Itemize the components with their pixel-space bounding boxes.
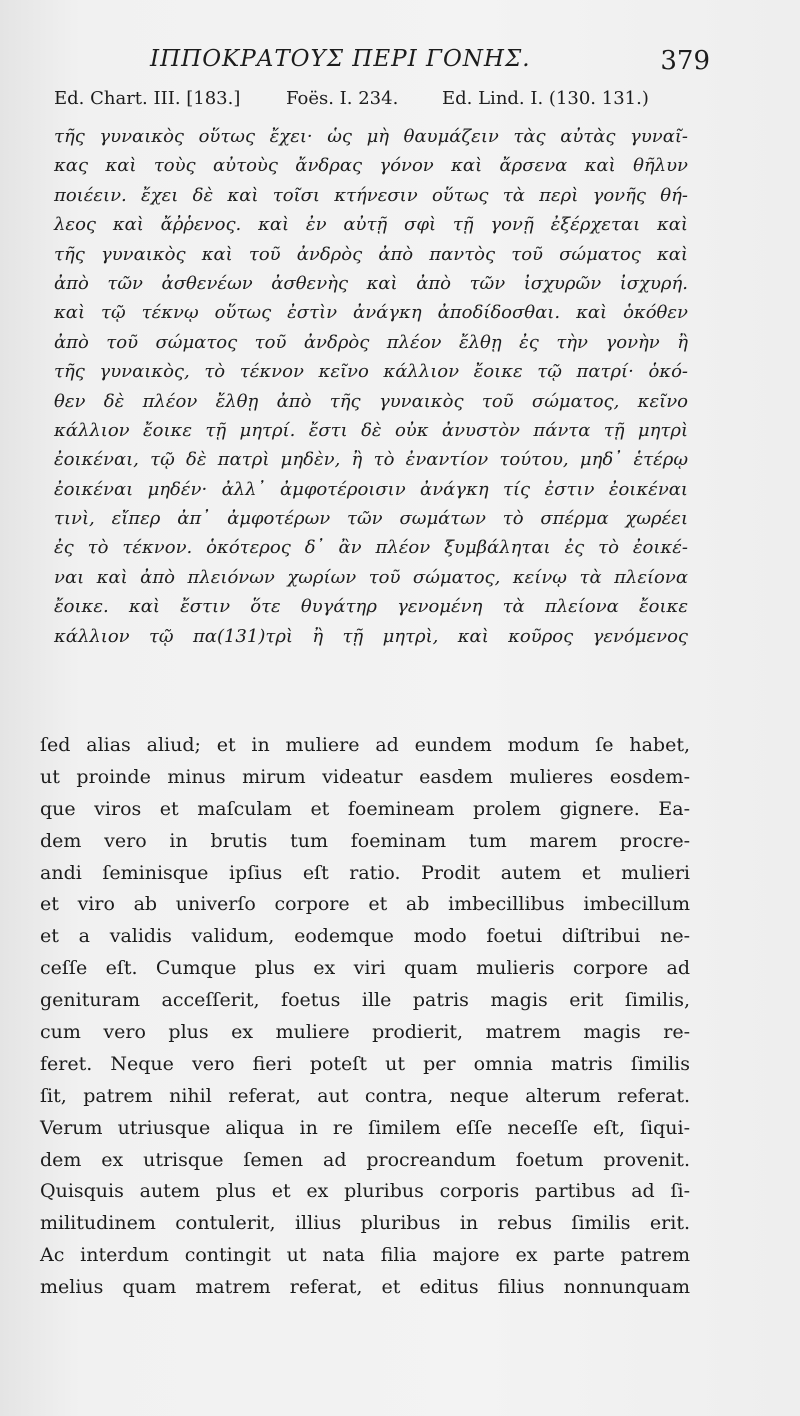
latin-line: ut proinde minus mirum videatur easdem mulieres eosdem- <box>40 765 690 788</box>
running-title: ΙΠΠΟΚΡΑΤΟΥΣ ΠΕΡΙ ΓΟΝΗΣ. <box>150 46 531 72</box>
greek-line: τινὶ, εἴπερ ἀπ᾽ ἀμφοτέρων τῶν σωμάτων τὸ σπέρμα χωρέει <box>54 508 688 530</box>
latin-line: cum vero plus ex muliere prodierit, matrem magis re- <box>40 1021 690 1044</box>
greek-line: ἐοικέναι, τῷ δὲ πατρὶ μηδὲν, ἢ τὸ ἐναντίον τούτου, μηδ᾽ ἑτέρῳ <box>54 449 688 471</box>
latin-line: et viro ab univerſo corpore et ab imbecillibus imbecillum <box>40 893 690 916</box>
greek-line: κάλλιον ἔοικε τῇ μητρί. ἔστι δὲ οὐκ ἀνυστὸν πάντα τῇ μητρὶ <box>54 419 688 441</box>
greek-line: λεος καὶ ἄῤῥενος. καὶ ἐν αὐτῇ σφὶ τῇ γονῇ ἐξέρχεται καὶ <box>54 214 688 236</box>
latin-line: Quisquis autem plus et ex pluribus corporis partibus ad ſi- <box>40 1180 690 1203</box>
latin-line: Ac interdum contingit ut nata filia majore ex parte patrem <box>40 1244 690 1267</box>
greek-line: ναι καὶ ἀπὸ πλειόνων χωρίων τοῦ σώματος, κείνῳ τὰ πλείονα <box>54 566 688 588</box>
greek-line: τῆς γυναικὸς, τὸ τέκνον κεῖνο κάλλιον ἔοικε τῷ πατρί· ὁκό- <box>54 361 688 383</box>
latin-line: melius quam matrem referat, et editus filius nonnunquam <box>40 1276 690 1299</box>
page-number: 379 <box>660 46 710 76</box>
latin-line: militudinem contulerit, illius pluribus in rebus ſimilis erit. <box>40 1212 690 1235</box>
greek-line: ἔοικε. καὶ ἔστιν ὅτε θυγάτηρ γενομένη τὰ πλείονα ἔοικε <box>54 596 688 618</box>
latin-line: dem ex utrisque ſemen ad procreandum foetum provenit. <box>40 1148 690 1171</box>
greek-line: τῆς γυναικὸς οὕτως ἔχει· ὡς μὴ θαυμάζειν τὰς αὐτὰς γυναῖ- <box>54 126 688 147</box>
latin-translation-block <box>40 730 690 1304</box>
latin-line: que viros et maſculam et foemineam prolem gignere. Ea- <box>40 797 690 820</box>
greek-line: θεν δὲ πλέον ἔλθῃ ἀπὸ τῆς γυναικὸς τοῦ σώματος, κεῖνο <box>54 390 688 412</box>
greek-line: ποιέειν. ἔχει δὲ καὶ τοῖσι κτήνεσιν οὕτως τὰ περὶ γονῆς θή- <box>54 184 688 206</box>
latin-line: Verum utriusque aliqua in re ſimilem eſſe neceſſe eſt, ſiqui- <box>40 1116 690 1139</box>
latin-line: genituram acceſſerit, foetus ille patris magis erit ſimilis, <box>40 989 690 1012</box>
greek-line: ἀπὸ τοῦ σώματος τοῦ ἀνδρὸς πλέον ἔλθῃ ἐς τὴν γονὴν ἢ <box>54 331 688 353</box>
greek-line: τῆς γυναικὸς καὶ τοῦ ἀνδρὸς ἀπὸ παντὸς τοῦ σώματος καὶ <box>54 243 688 265</box>
latin-line: feret. Neque vero fieri poteſt ut per omnia matris ſimilis <box>40 1052 690 1075</box>
greek-line: ἐς τὸ τέκνον. ὁκότερος δ᾽ ἂν πλέον ξυμβάληται ἐς τὸ ἐοικέ- <box>54 537 688 559</box>
greek-line: ἐοικέναι μηδέν· ἀλλ᾽ ἀμφοτέροισιν ἀνάγκη τίς ἐστιν ἐοικέναι <box>54 478 688 500</box>
latin-line: ſed alias aliud; et in muliere ad eundem modum ſe habet, <box>40 734 690 756</box>
latin-line: ceſſe eſt. Cumque plus ex viri quam mulieris corpore ad <box>40 957 690 980</box>
chartier-edition-ref: Ed. Chart. III. [183.] <box>54 88 241 109</box>
foes-edition-ref: Foës. I. 234. <box>286 88 399 109</box>
latin-line: ſit, patrem nihil referat, aut contra, neque alterum referat. <box>40 1084 690 1107</box>
greek-text-block <box>54 122 688 651</box>
latin-line: dem vero in brutis tum foeminam tum marem procre- <box>40 829 690 852</box>
latin-line: andi ſeminisque ipſius eſt ratio. Prodit autem et mulieri <box>40 861 690 884</box>
greek-line: κας καὶ τοὺς αὐτοὺς ἄνδρας γόνον καὶ ἄρσενα καὶ θῆλυν <box>54 155 688 177</box>
greek-line: κάλλιον τῷ πα(131)τρὶ ἢ τῇ μητρὶ, καὶ κοῦρος γενόμενος <box>54 625 688 647</box>
page-header <box>150 40 710 90</box>
latin-line: et a validis validum, eodemque modo foetui diſtribui ne- <box>40 925 690 948</box>
greek-line: ἀπὸ τῶν ἀσθενέων ἀσθενὴς καὶ ἀπὸ τῶν ἰσχυρῶν ἰσχυρή. <box>54 272 688 294</box>
lind-edition-ref: Ed. Lind. I. (130. 131.) <box>442 88 649 109</box>
greek-line: καὶ τῷ τέκνῳ οὕτως ἐστὶν ἀνάγκη ἀποδίδοσθαι. καὶ ὁκόθεν <box>54 302 688 324</box>
